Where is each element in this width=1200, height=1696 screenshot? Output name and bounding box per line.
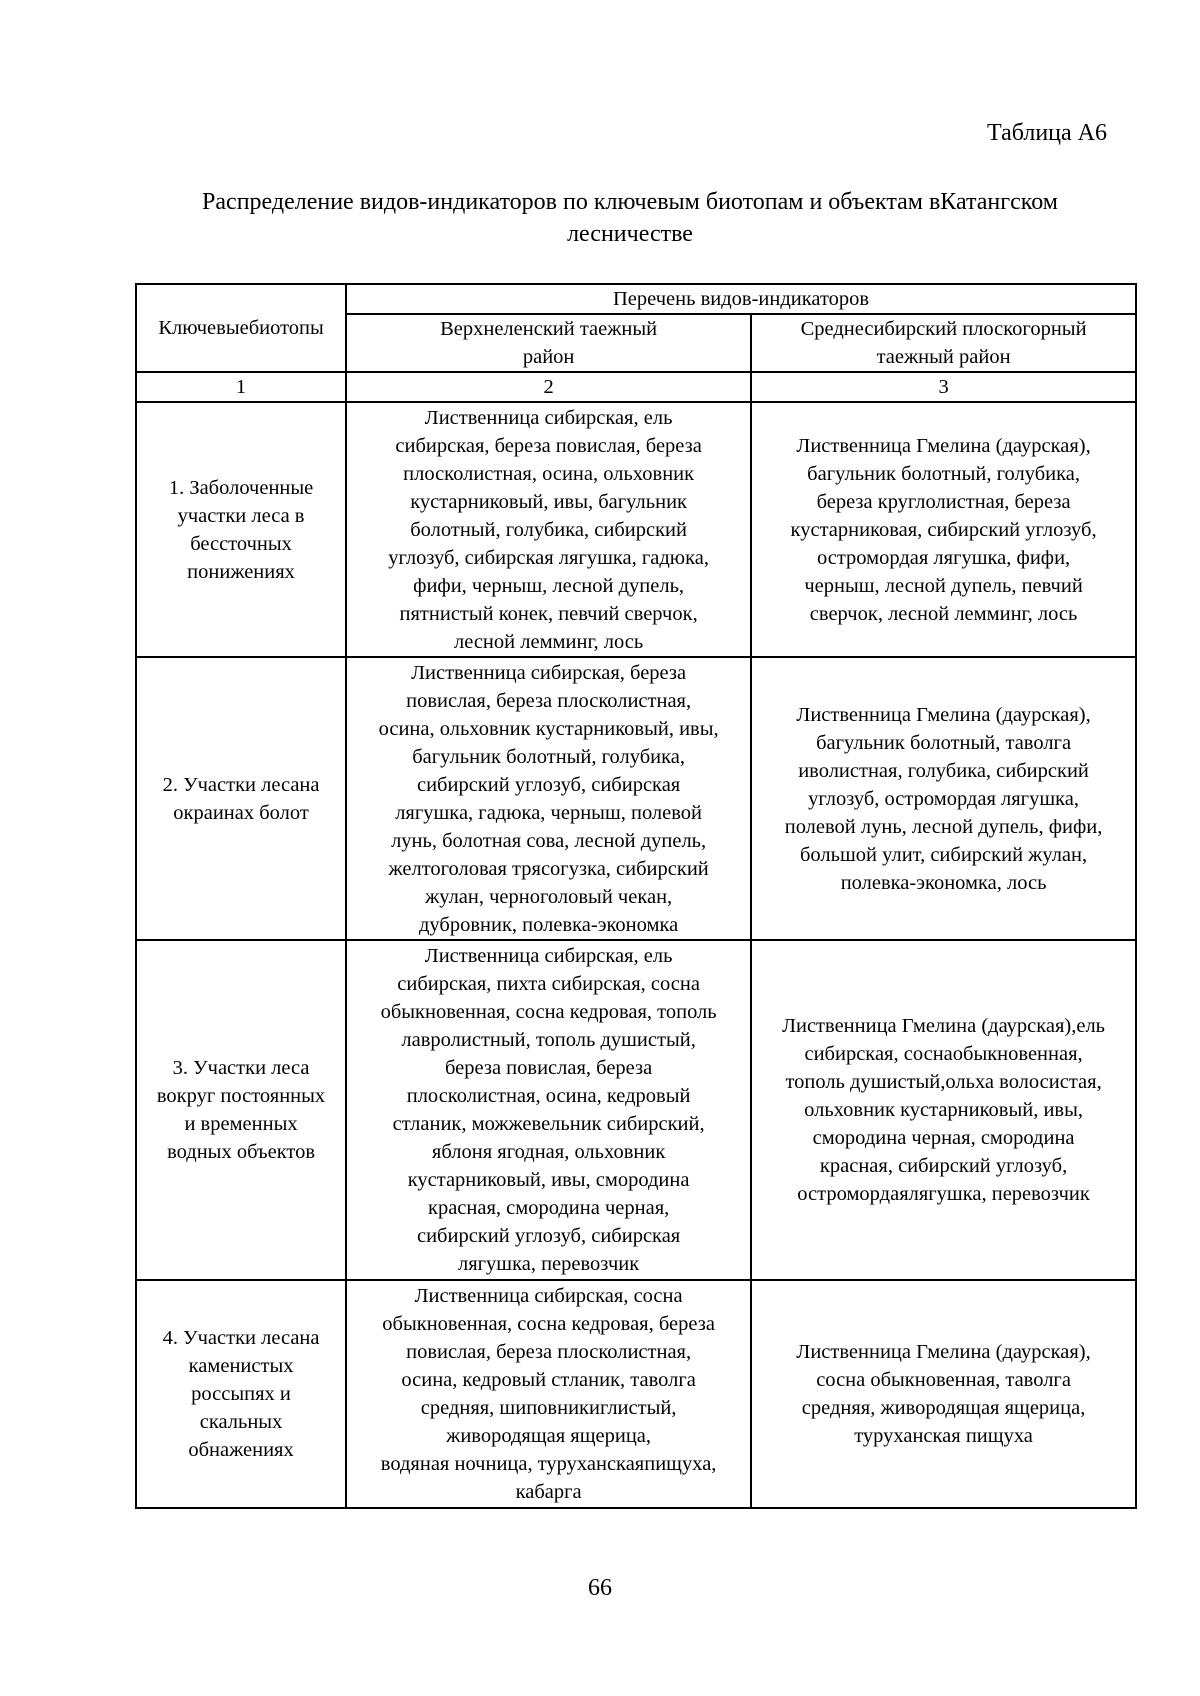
header-srednesibirsky: Среднесибирский плоскогорный таежный район — [751, 314, 1136, 372]
biotope-cell: 3. Участки леса вокруг постоянных и временных водных объектов — [136, 940, 346, 1280]
document-title — [100, 186, 1160, 250]
table-row — [136, 657, 1136, 940]
column-number: 1 — [136, 372, 346, 402]
table-row — [136, 402, 1136, 657]
srednesibirsky-species-cell: Лиственница Гмелина (даурская), багульник болотный, голубика, береза круглолистная, береза кустарниковая, сибирский углозуб, остромордая лягушка, фифи, черныш, лесной дупель, певчий сверчок, лесной лемминг, лось — [751, 402, 1136, 657]
biotope-cell: 1. Заболоченные участки леса в бессточных понижениях — [136, 402, 346, 657]
column-number-row — [136, 372, 1136, 402]
column-number: 3 — [751, 372, 1136, 402]
header-species-list: Перечень видов-индикаторов — [346, 284, 1136, 314]
column-number: 2 — [346, 372, 751, 402]
srednesibirsky-species-cell: Лиственница Гмелина (даурская), сосна обыкновенная, таволга средняя, живородящая ящерица, туруханская пищуха — [751, 1280, 1136, 1508]
biotope-cell: 4. Участки лесана каменистых россыпях и скальных обнажениях — [136, 1280, 346, 1508]
table-row — [136, 1280, 1136, 1508]
biotope-cell: 2. Участки лесана окраинах болот — [136, 657, 346, 940]
verkhnelensky-species-cell: Лиственница сибирская, береза повислая, береза плосколистная, осина, ольховник кустарниковый, ивы, багульник болотный, голубика, сибирский углозуб, сибирская лягушка, гадюка, черныш, полевой лунь, болотная сова, лесной дупель, желтоголовая трясогузка, сибирский жулан, черноголовый чекан, дубровник, полевка-экономка — [346, 657, 751, 940]
verkhnelensky-species-cell: Лиственница сибирская, ель сибирская, пихта сибирская, сосна обыкновенная, сосна кедровая, тополь лавролистный, тополь душистый, береза повислая, береза плосколистная, осина, кедровый стланик, можжевельник сибирский, яблоня ягодная, ольховник кустарниковый, ивы, смородина красная, смородина черная, сибирский углозуб, сибирская лягушка, перевозчик — [346, 940, 751, 1280]
header-key-biotopes: Ключевыебиотопы — [136, 284, 346, 372]
verkhnelensky-species-cell: Лиственница сибирская, сосна обыкновенная, сосна кедровая, береза повислая, береза плосколистная, осина, кедровый стланик, таволга средняя, шиповникиглистый, живородящая ящерица, водяная ночница, туруханскаяпищуха, кабарга — [346, 1280, 751, 1508]
title-line: лесничестве — [567, 221, 693, 247]
verkhnelensky-species-cell: Лиственница сибирская, ель сибирская, береза повислая, береза плосколистная, осина, ольховник кустарниковый, ивы, багульник болотный, голубика, сибирский углозуб, сибирская лягушка, гадюка, фифи, черныш, лесной дупель, пятнистый конек, певчий сверчок, лесной лемминг, лось — [346, 402, 751, 657]
indicator-species-table — [135, 283, 1137, 1509]
table-label: Таблица А6 — [987, 120, 1107, 146]
title-line: Распределение видов-индикаторов по ключевым биотопам и объектам вКатангском — [202, 189, 1058, 215]
table-row — [136, 940, 1136, 1280]
srednesibirsky-species-cell: Лиственница Гмелина (даурская),ель сибирская, соснаобыкновенная, тополь душистый,ольха волосистая, ольховник кустарниковый, ивы, смородина черная, смородина красная, сибирский углозуб, остромордаялягушка, перевозчик — [751, 940, 1136, 1280]
header-row — [136, 284, 1136, 314]
header-verkhnelensky: Верхнеленский таежный район — [346, 314, 751, 372]
srednesibirsky-species-cell: Лиственница Гмелина (даурская), багульник болотный, таволга иволистная, голубика, сибирский углозуб, остромордая лягушка, полевой лунь, лесной дупель, фифи, большой улит, сибирский жулан, полевка-экономка, лось — [751, 657, 1136, 940]
page-number: 66 — [588, 1575, 612, 1601]
